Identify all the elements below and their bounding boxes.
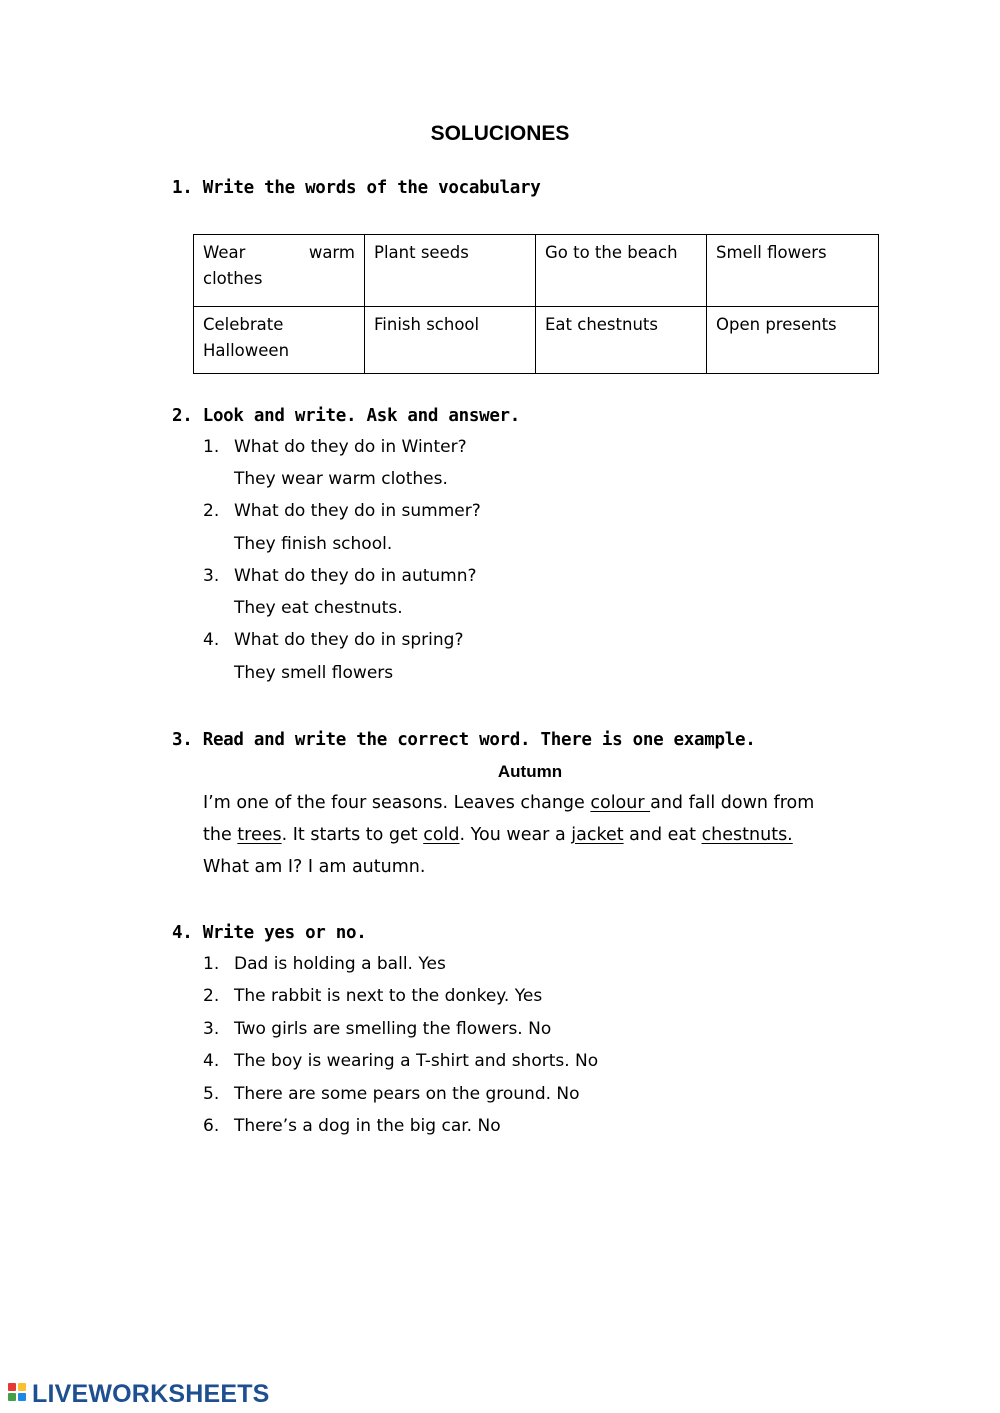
page-title: SOLUCIONES	[430, 122, 570, 145]
story-text: and fall down from	[650, 793, 815, 813]
answer-word: colour	[590, 793, 651, 813]
statement-text: Two girls are smelling the flowers. No	[234, 1019, 552, 1039]
statement-text: There’s a dog in the big car. No	[234, 1116, 501, 1136]
answer-text: They wear warm clothes.	[234, 469, 448, 489]
vocabulary-table	[193, 234, 879, 374]
table-cell: Wear warm clothes	[194, 235, 365, 307]
item-number: 1.	[203, 437, 220, 457]
answer-word: chestnuts.	[701, 825, 793, 845]
table-cell: Go to the beach	[536, 235, 707, 307]
question-text: What do they do in spring?	[234, 630, 464, 650]
answer-word: trees	[237, 825, 282, 845]
table-cell: Eat chestnuts	[536, 307, 707, 374]
question-text: What do they do in Winter?	[234, 437, 467, 457]
answer-word: jacket	[571, 825, 624, 845]
section-1-heading: 1. Write the words of the vocabulary	[172, 178, 541, 198]
item-number: 4.	[203, 1051, 220, 1071]
answer-text: They smell flowers	[234, 663, 394, 683]
statement-text: Dad is holding a ball. Yes	[234, 954, 446, 974]
section-2-heading: 2. Look and write. Ask and answer.	[172, 406, 521, 426]
item-number: 4.	[203, 630, 220, 650]
table-cell: Celebrate Halloween	[194, 307, 365, 374]
table-cell: Finish school	[365, 307, 536, 374]
story-text: . You wear a	[459, 825, 572, 845]
section-4-heading: 4. Write yes or no.	[172, 923, 367, 943]
table-row	[194, 307, 879, 374]
logo-block	[8, 1393, 16, 1401]
story-line-2	[203, 825, 793, 845]
item-number: 2.	[203, 986, 220, 1006]
logo-blocks-icon	[8, 1383, 30, 1407]
question-text: What do they do in autumn?	[234, 566, 477, 586]
story-text: I’m one of the four seasons. Leaves change	[203, 793, 591, 813]
item-number: 1.	[203, 954, 220, 974]
table-cell: Plant seeds	[365, 235, 536, 307]
story-line-3: What am I? I am autumn.	[203, 857, 426, 877]
table-cell: Smell flowers	[707, 235, 879, 307]
statement-text: The boy is wearing a T-shirt and shorts. No	[234, 1051, 599, 1071]
table-cell: Open presents	[707, 307, 879, 374]
logo-block	[8, 1383, 16, 1391]
item-number: 5.	[203, 1084, 220, 1104]
item-number: 3.	[203, 1019, 220, 1039]
answer-word: cold	[423, 825, 460, 845]
item-number: 3.	[203, 566, 220, 586]
logo-block	[18, 1383, 26, 1391]
answer-text: They finish school.	[234, 534, 393, 554]
item-number: 6.	[203, 1116, 220, 1136]
story-text: and eat	[623, 825, 702, 845]
story-title: Autumn	[497, 762, 563, 781]
table-row	[194, 235, 879, 307]
answer-text: They eat chestnuts.	[234, 598, 403, 618]
item-number: 2.	[203, 501, 220, 521]
story-text: the	[203, 825, 238, 845]
logo-block	[18, 1393, 26, 1401]
section-3-heading: 3. Read and write the correct word. There is one example.	[172, 730, 756, 750]
liveworksheets-logo[interactable]	[8, 1380, 270, 1409]
statement-text: The rabbit is next to the donkey. Yes	[234, 986, 543, 1006]
question-text: What do they do in summer?	[234, 501, 481, 521]
story-text: . It starts to get	[281, 825, 424, 845]
statement-text: There are some pears on the ground. No	[234, 1084, 580, 1104]
story-line-1	[203, 793, 814, 813]
logo-text: LIVEWORKSHEETS	[32, 1380, 270, 1408]
